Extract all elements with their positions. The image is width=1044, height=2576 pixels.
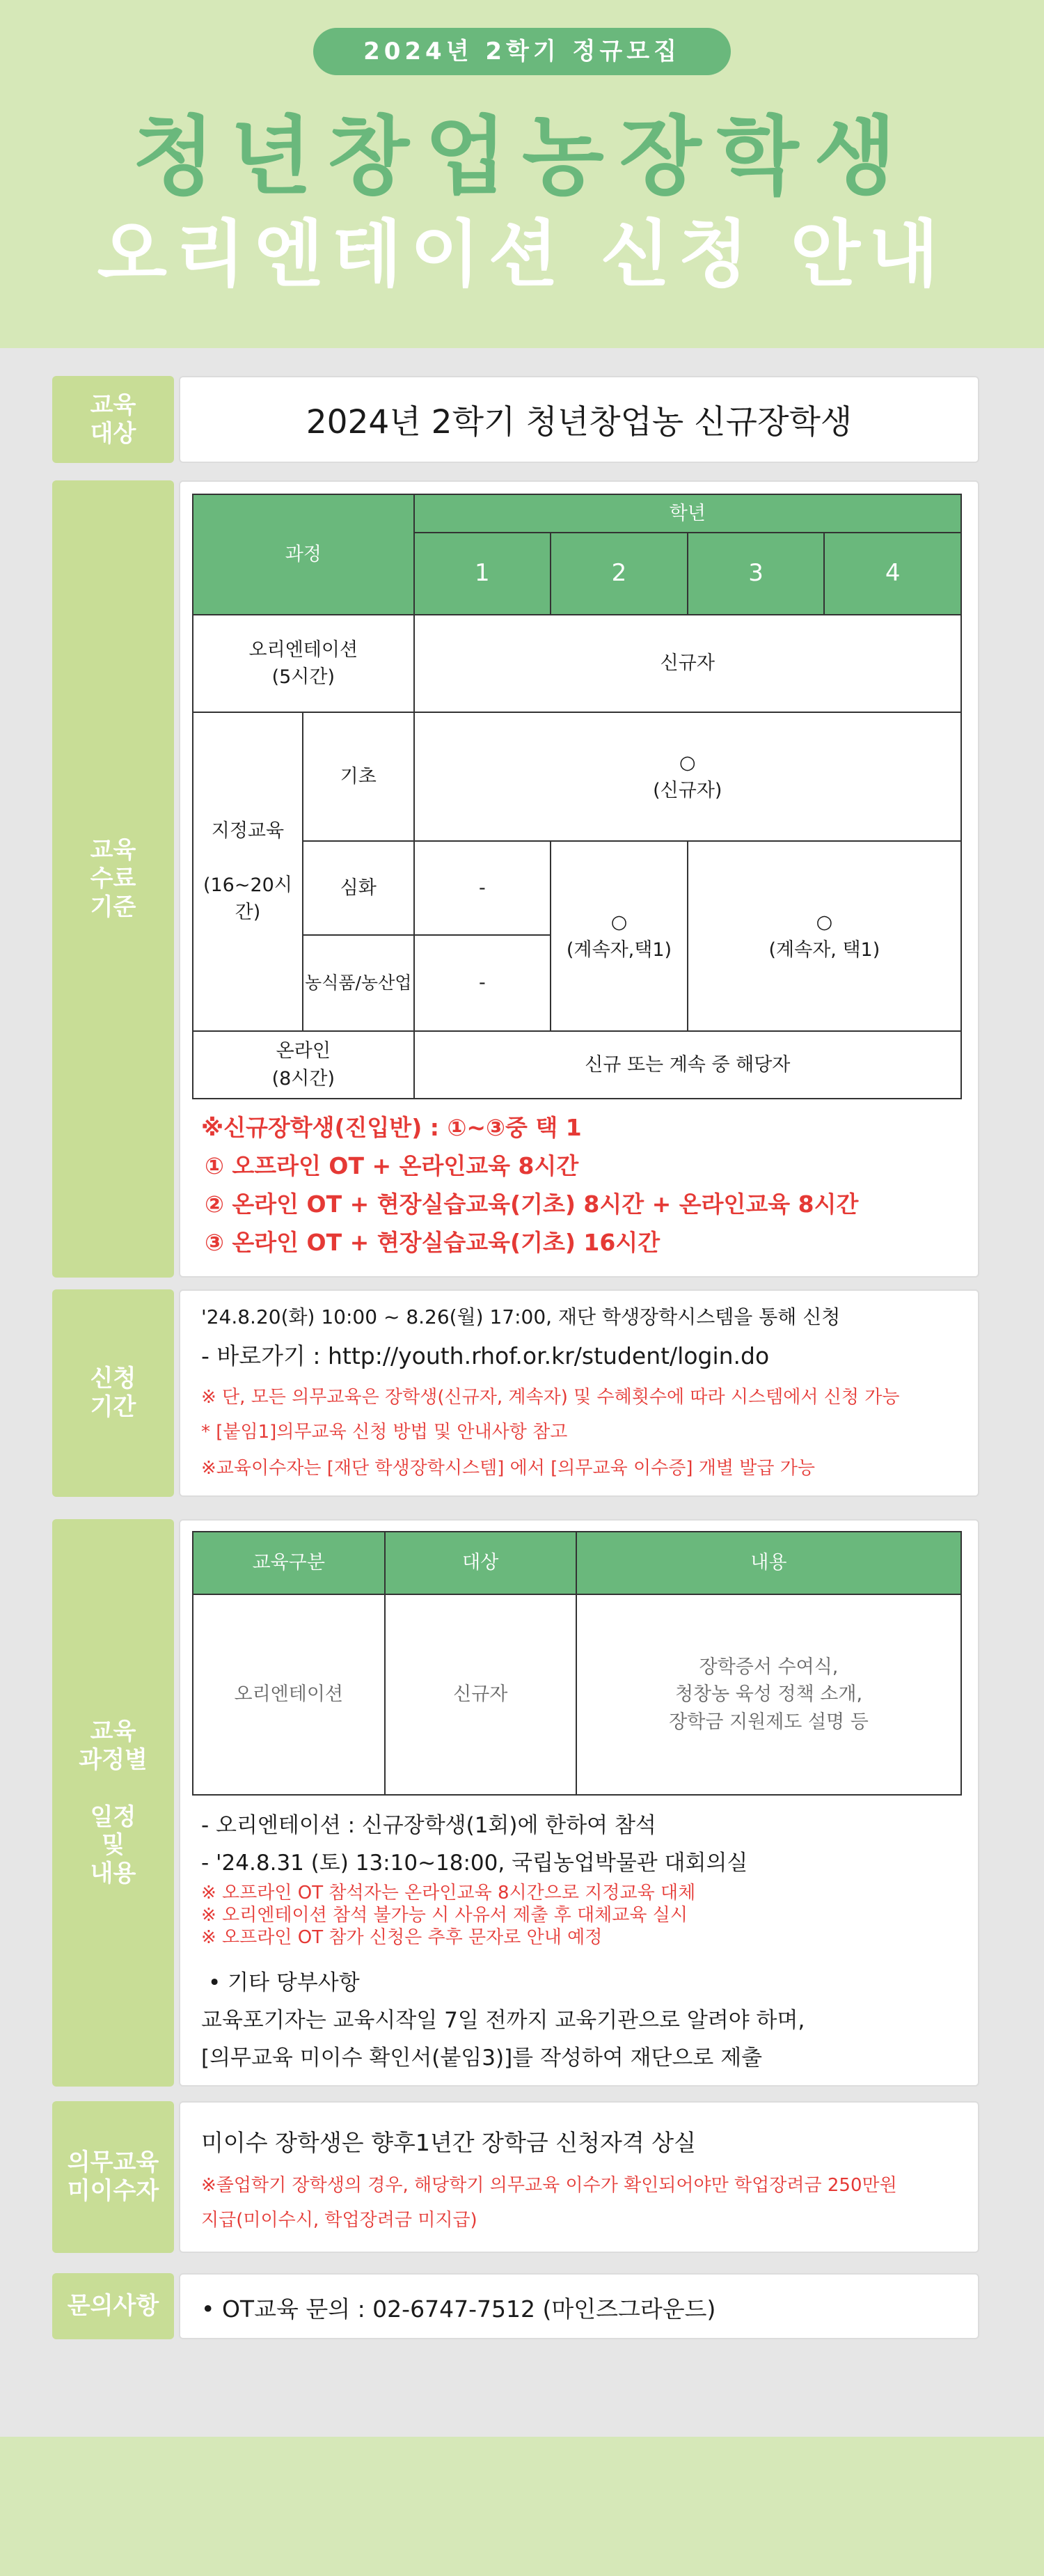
schedule-note-2: ※ 오리엔테이션 참석 불가능 시 사유서 제출 후 대체교육 실시 <box>201 1905 688 1926</box>
schedule-note-3: ※ 오프라인 OT 참가 신청은 추후 문자로 안내 예정 <box>201 1927 603 1948</box>
schedule-table <box>192 1531 962 1796</box>
target-label: 교육 대상 <box>52 376 174 463</box>
target-box <box>179 376 979 463</box>
schedule-type-header: 교육구분 <box>193 1532 385 1594</box>
period-box <box>179 1289 979 1497</box>
noncompletion-box <box>179 2101 979 2253</box>
inquiry-text: • OT교육 문의 : 02-6747-7512 (마인즈그라운드) <box>201 2295 716 2323</box>
header-banner <box>0 0 1044 348</box>
grade-1-header: 1 <box>414 533 551 615</box>
page-title: 청년창업농장학생 <box>132 107 912 206</box>
noncompletion-note-1: ※졸업학기 장학생의 경우, 해당학기 의무교육 이수가 확인되어야만 학업장려금 250만원 <box>201 2175 897 2196</box>
inquiry-label: 문의사항 <box>52 2273 174 2339</box>
period-label: 신청 기간 <box>52 1289 174 1497</box>
orientation-value: 신규자 <box>414 615 961 712</box>
online-cell: 온라인 (8시간) <box>193 1031 414 1099</box>
noncompletion-line-1: 미이수 장학생은 향후1년간 장학금 신청자격 상실 <box>201 2129 697 2156</box>
basic-value: ○ (신규자) <box>414 712 961 841</box>
orientation-cell: 오리엔테이션 (5시간) <box>193 615 414 712</box>
farm-cell: 농식품/농산업 <box>303 935 414 1031</box>
grade-header: 학년 <box>414 494 961 533</box>
footer-band <box>0 2437 1044 2576</box>
period-note-2: * [붙임1]의무교육 신청 방법 및 안내사항 참고 <box>201 1422 568 1443</box>
noncompletion-note-2: 지급(미이수시, 학업장려금 미지급) <box>201 2210 477 2231</box>
online-value: 신규 또는 계속 중 해당자 <box>414 1031 961 1099</box>
period-note-1: ※ 단, 모든 의무교육은 장학생(신규자, 계속자) 및 수혜횟수에 따라 시스템에서 신청 가능 <box>201 1387 900 1408</box>
grade2-value: ○ (계속자,택1) <box>551 841 688 1031</box>
schedule-box <box>179 1519 979 2087</box>
schedule-line-1: - 오리엔테이션 : 신규장학생(1회)에 한하여 참석 <box>201 1813 656 1838</box>
schedule-label: 교육 과정별 일정 및 내용 <box>52 1519 174 2087</box>
course-header: 과정 <box>193 494 414 615</box>
period-note-3: ※교육이수자는 [재단 학생장학시스템] 에서 [의무교육 이수증] 개별 발급 가능 <box>201 1458 815 1479</box>
grade34-value: ○ (계속자, 택1) <box>688 841 961 1031</box>
basic-cell: 기초 <box>303 712 414 841</box>
schedule-target-header: 대상 <box>385 1532 577 1594</box>
criteria-table <box>192 494 962 1099</box>
designated-cell: 지정교육 (16~20시간) <box>193 712 303 1031</box>
criteria-box <box>179 480 979 1278</box>
schedule-note-1: ※ 오프라인 OT 참석자는 온라인교육 8시간으로 지정교육 대체 <box>201 1883 696 1903</box>
period-line-1: '24.8.20(화) 10:00 ~ 8.26(월) 17:00, 재단 학생장학시스템을 통해 신청 <box>201 1305 841 1328</box>
criteria-note-0: ※신규장학생(진입반) : ①~③중 택 1 <box>201 1114 582 1141</box>
advanced-cell: 심화 <box>303 841 414 935</box>
grade-4-header: 4 <box>824 533 961 615</box>
schedule-content-header: 내용 <box>576 1532 961 1594</box>
schedule-type-cell: 오리엔테이션 <box>193 1594 385 1795</box>
period-link[interactable]: - 바로가기 : http://youth.rhof.or.kr/student/login.do <box>201 1342 770 1369</box>
criteria-note-3: ③ 온라인 OT + 현장실습교육(기초) 16시간 <box>205 1229 661 1256</box>
recruit-badge: 2024년 2학기 정규모집 <box>313 28 731 75</box>
criteria-label: 교육 수료 기준 <box>52 480 174 1278</box>
farm-grade1-value: - <box>414 935 551 1031</box>
misc-title: • 기타 당부사항 <box>208 1970 360 1995</box>
grade-3-header: 3 <box>688 533 825 615</box>
criteria-note-1: ① 오프라인 OT + 온라인교육 8시간 <box>205 1152 579 1179</box>
misc-line-1: 교육포기자는 교육시작일 7일 전까지 교육기관으로 알려야 하며, <box>201 2008 805 2033</box>
inquiry-box <box>179 2273 979 2339</box>
page-subtitle: 오리엔테이션 신청 안내 <box>97 212 947 297</box>
advanced-grade1-value: - <box>414 841 551 935</box>
grade-2-header: 2 <box>551 533 688 615</box>
noncompletion-label: 의무교육 미이수자 <box>52 2101 174 2253</box>
target-text: 2024년 2학기 청년창업농 신규장학생 <box>306 403 853 441</box>
misc-line-2: [의무교육 미이수 확인서(붙임3)]를 작성하여 재단으로 제출 <box>201 2045 763 2071</box>
schedule-line-2: - '24.8.31 (토) 13:10~18:00, 국립농업박물관 대회의실 <box>201 1851 748 1876</box>
schedule-content-cell: 장학증서 수여식, 청창농 육성 정책 소개, 장학금 지원제도 설명 등 <box>576 1594 961 1795</box>
schedule-target-cell: 신규자 <box>385 1594 577 1795</box>
criteria-note-2: ② 온라인 OT + 현장실습교육(기초) 8시간 + 온라인교육 8시간 <box>205 1191 859 1218</box>
